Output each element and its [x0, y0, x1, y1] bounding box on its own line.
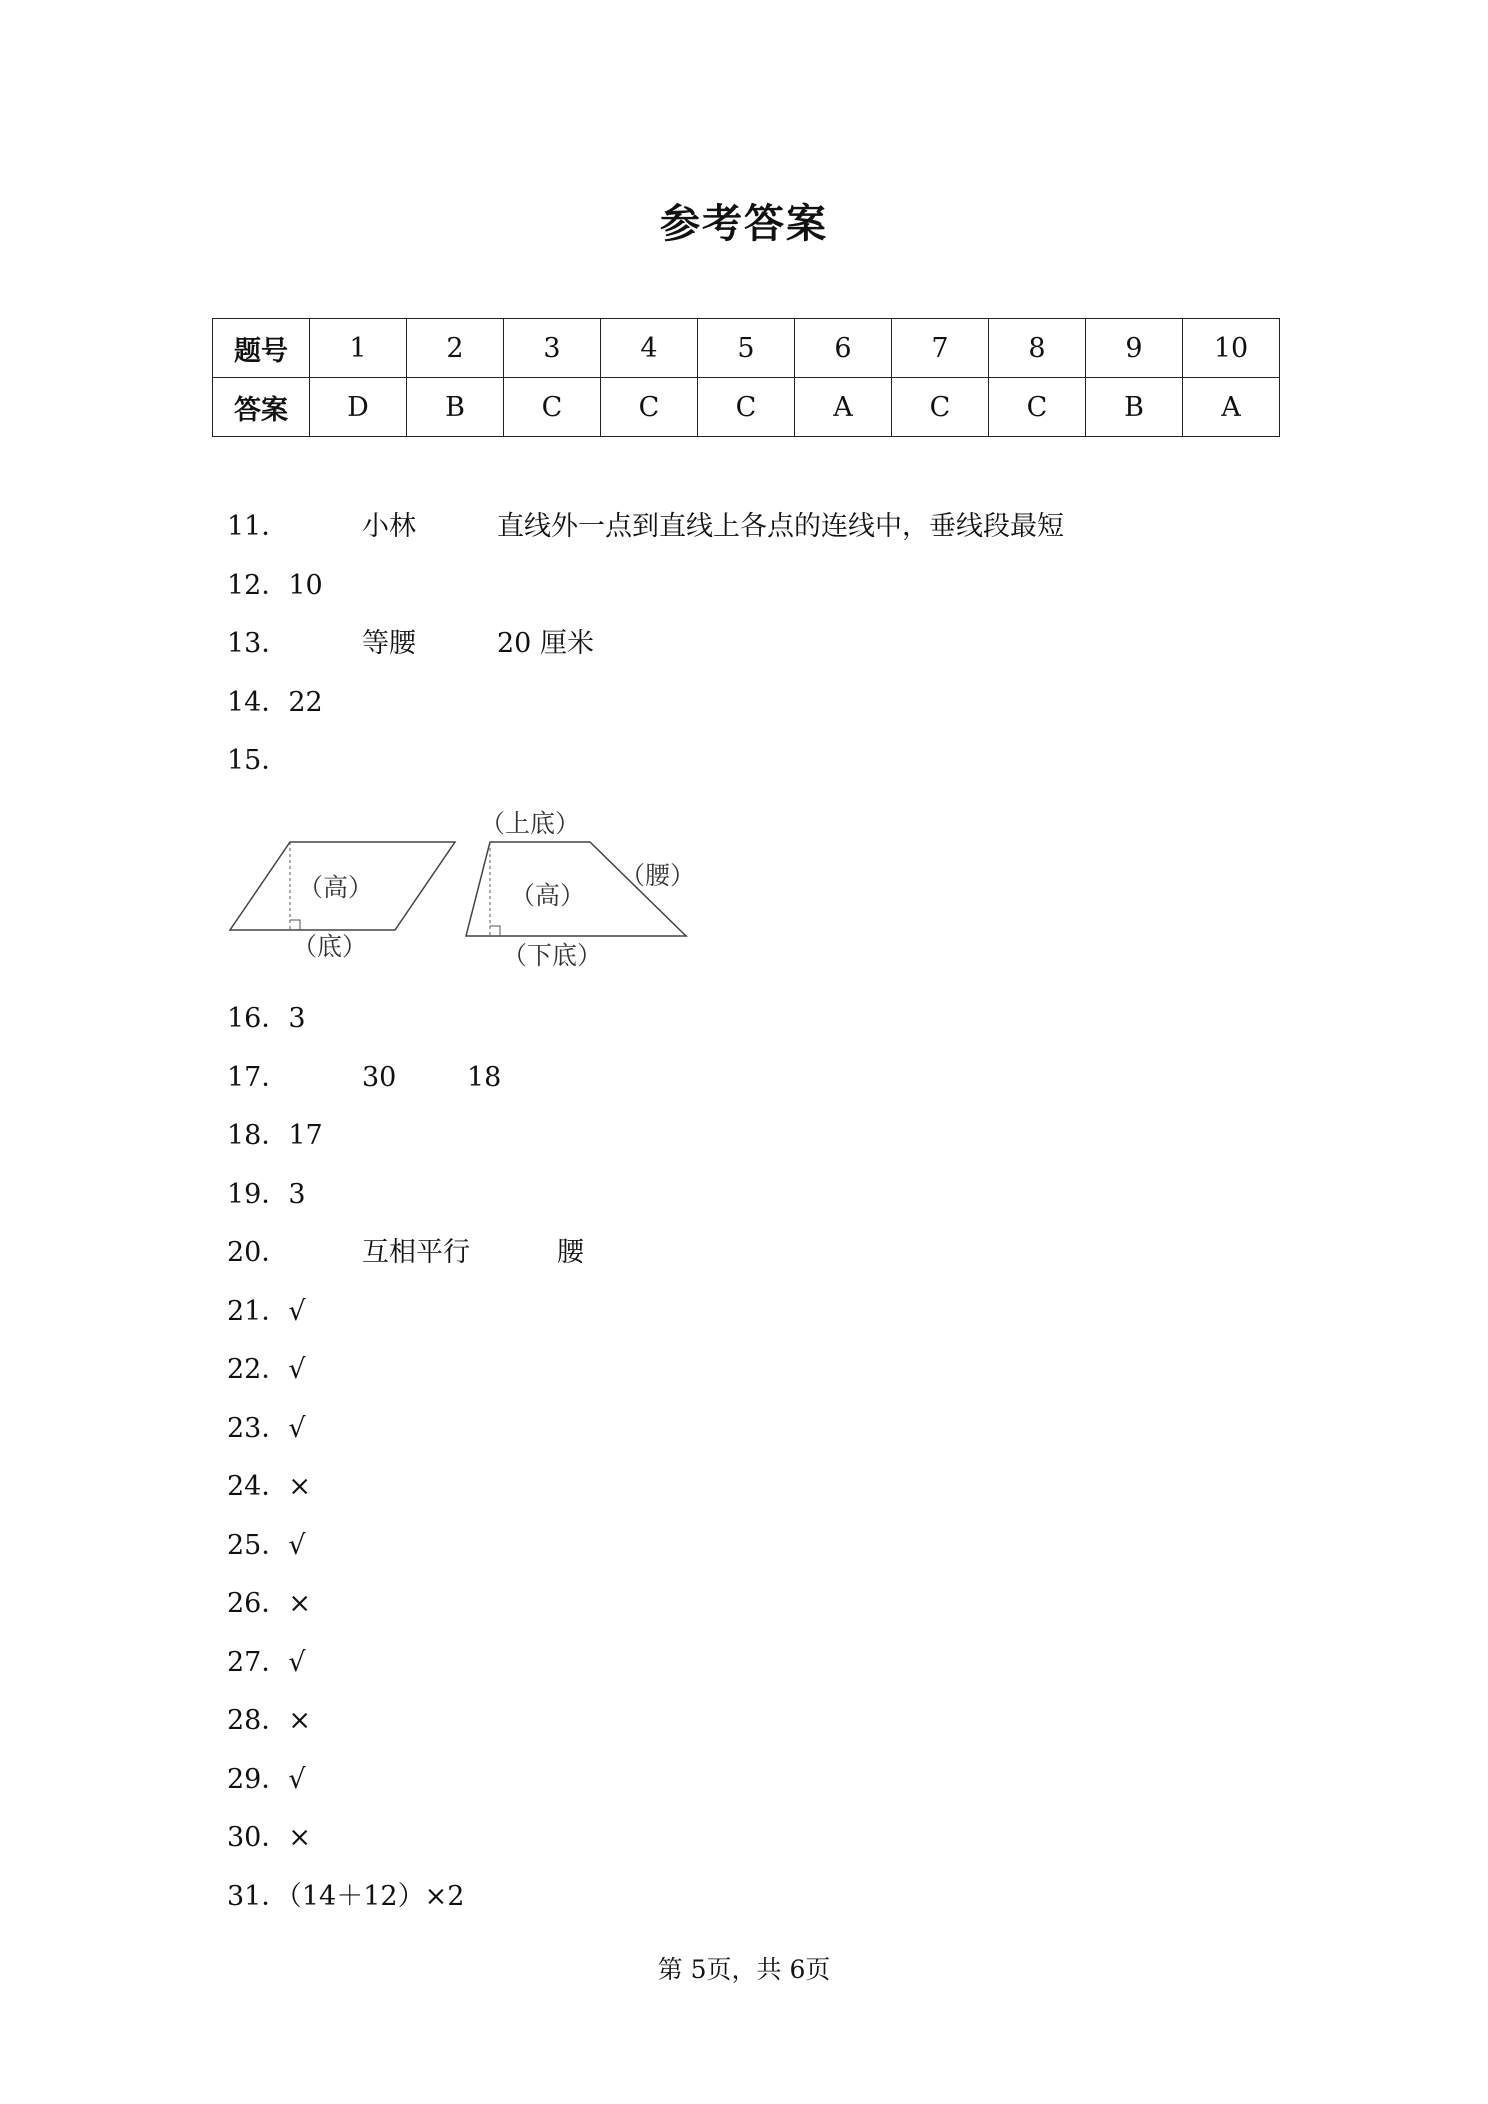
table-cell: D [310, 378, 407, 437]
table-row-numbers [213, 319, 1280, 378]
table-cell: 10 [1183, 319, 1280, 378]
answer-number: 24．× [227, 1471, 311, 1502]
answer-table [212, 318, 1280, 437]
right-angle-mark [490, 926, 500, 936]
answer-number: 23．√ [227, 1413, 306, 1444]
answer-number: 30．× [227, 1822, 311, 1853]
answer-number: 20． [227, 1237, 289, 1268]
table-cell: 1 [310, 319, 407, 378]
shapes-figure [220, 800, 720, 980]
answer-number: 29．√ [227, 1764, 306, 1795]
answer-blank-1: 等腰 [362, 628, 416, 659]
answer-number: 21．√ [227, 1296, 306, 1327]
answer-number: 25．√ [227, 1530, 306, 1561]
answer-number: 17． [227, 1062, 289, 1093]
table-cell: 6 [795, 319, 892, 378]
answer-number: 31．（14＋12）×2 [227, 1881, 465, 1912]
answer-number: 28．× [227, 1705, 311, 1736]
table-cell: 4 [601, 319, 698, 378]
row-header: 题号 [213, 319, 310, 378]
answer-number: 19．3 [227, 1179, 306, 1210]
answer-blank-2: 18 [467, 1062, 502, 1093]
answer-number: 18．17 [227, 1120, 323, 1151]
answer-number: 11． [227, 511, 289, 542]
answer-number: 26．× [227, 1588, 311, 1619]
row-header: 答案 [213, 378, 310, 437]
table-cell: 2 [407, 319, 504, 378]
answer-number: 15． [227, 745, 289, 776]
parallelogram-base-label: （底） [292, 932, 368, 961]
page-footer: 第 5页，共 6页 [657, 1955, 831, 1984]
trapezoid-leg-label: （腰） [620, 861, 696, 890]
answer-blank-1: 小林 [362, 511, 416, 542]
table-cell: C [698, 378, 795, 437]
trapezoid-top-label: （上底） [480, 809, 581, 838]
answer-blank-2: 腰 [557, 1237, 584, 1268]
table-cell: C [504, 378, 601, 437]
answer-number: 16．3 [227, 1003, 306, 1034]
answer-number: 27．√ [227, 1647, 306, 1678]
table-cell: A [1183, 378, 1280, 437]
parallelogram-height-label: （高） [298, 873, 374, 902]
right-angle-mark [290, 920, 300, 930]
answer-number: 13． [227, 628, 289, 659]
table-cell: 8 [989, 319, 1086, 378]
page-title: 参考答案 [660, 201, 828, 247]
answer-blank-2: 20 厘米 [497, 628, 594, 659]
table-cell: 5 [698, 319, 795, 378]
table-cell: C [892, 378, 989, 437]
trapezoid-bottom-label: （下底） [502, 941, 603, 970]
table-cell: B [1086, 378, 1183, 437]
table-cell: A [795, 378, 892, 437]
answer-number: 22．√ [227, 1354, 306, 1385]
answer-number: 12．10 [227, 570, 323, 601]
answer-blank-1: 30 [362, 1062, 397, 1093]
table-cell: 7 [892, 319, 989, 378]
table-cell: C [989, 378, 1086, 437]
table-cell: C [601, 378, 698, 437]
table-cell: 3 [504, 319, 601, 378]
answer-blank-1: 互相平行 [362, 1237, 470, 1268]
table-row-answers [213, 378, 1280, 437]
trapezoid-height-label: （高） [510, 881, 586, 910]
answer-blank-2: 直线外一点到直线上各点的连线中，垂线段最短 [497, 511, 1064, 542]
table-cell: B [407, 378, 504, 437]
table-cell: 9 [1086, 319, 1183, 378]
answer-number: 14．22 [227, 687, 323, 718]
